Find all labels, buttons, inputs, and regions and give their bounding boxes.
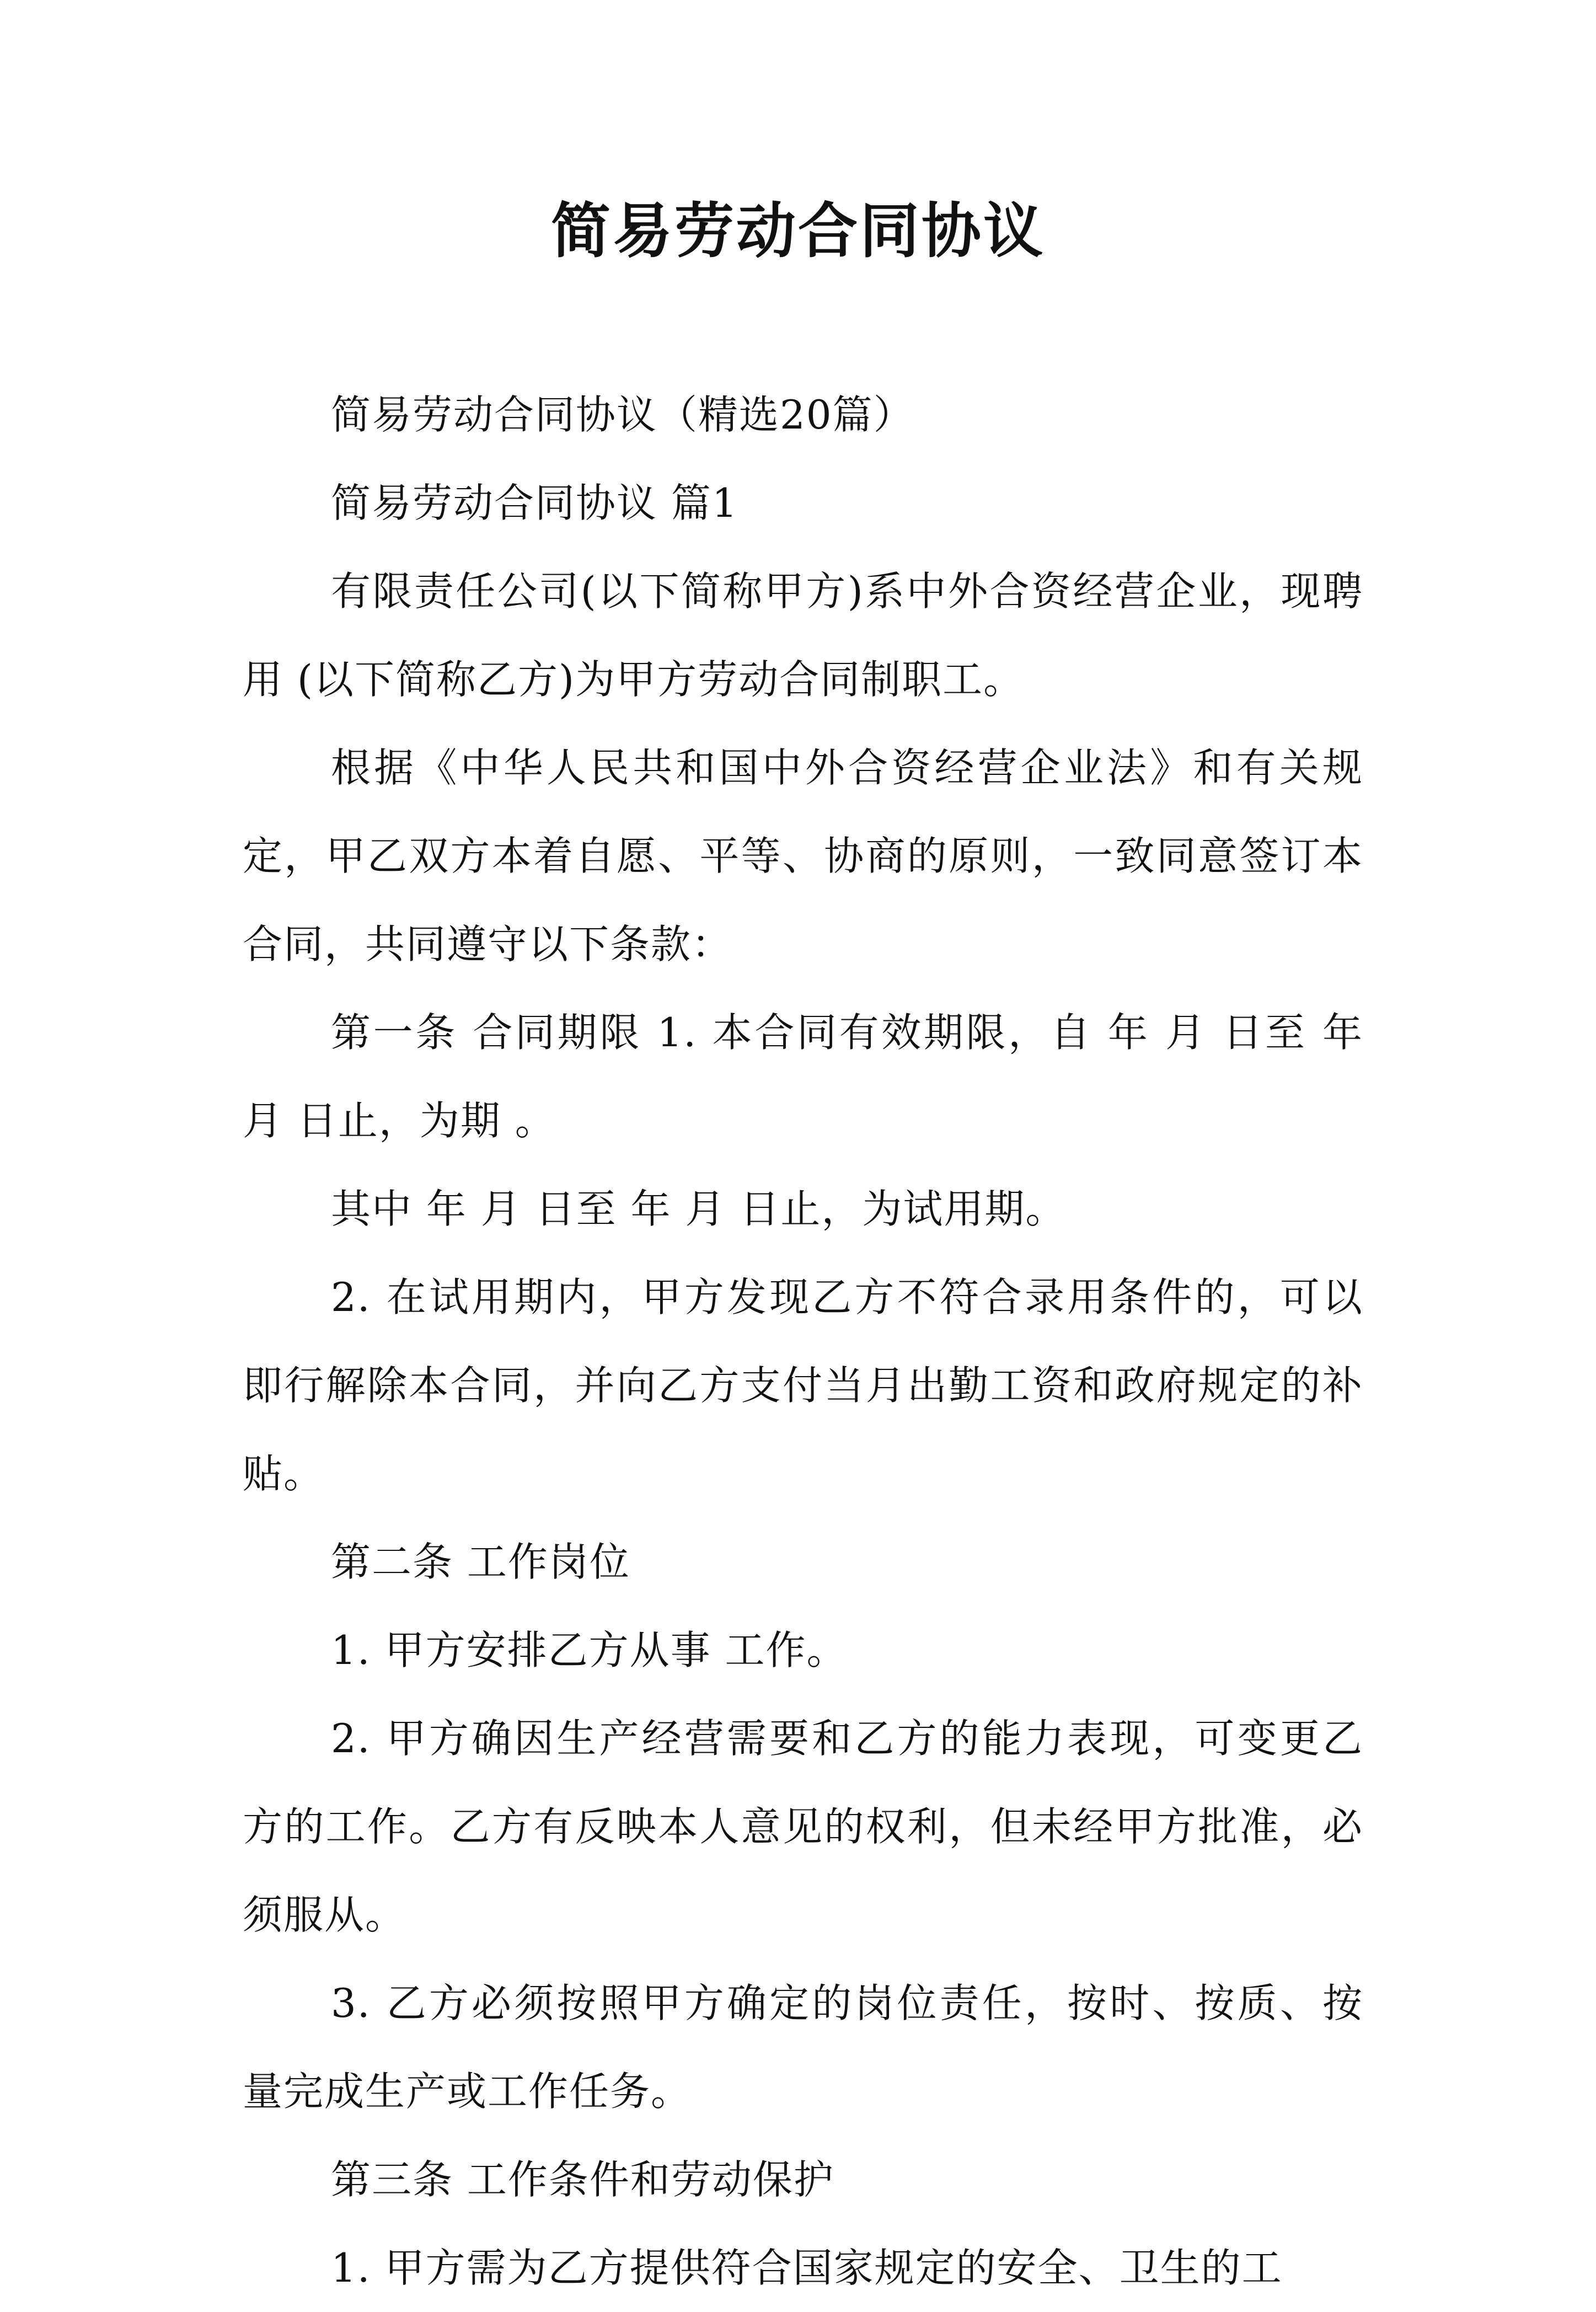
paragraph-work-conditions: 1. 甲方需为乙方提供符合国家规定的安全、卫生的工 xyxy=(331,2245,1283,2291)
paragraph-probation-termination: 2. 在试用期内，甲方发现乙方不符合录用条件的，可以即行解除本合同，并向乙方支付当月出勤工资和政府规定的补贴。 xyxy=(243,1274,1363,1497)
paragraph-clause-2-heading: 第二条 工作岗位 xyxy=(331,1539,630,1585)
paragraph-probation-period: 其中 年 月 日至 年 月 日止，为试用期。 xyxy=(331,1186,1067,1232)
paragraph-clause-3-heading: 第三条 工作条件和劳动保护 xyxy=(331,2156,834,2203)
paragraph-clause-1-term: 第一条 合同期限 1. 本合同有效期限，自 年 月 日至 年 月 日止，为期 。 xyxy=(243,1009,1377,1144)
paragraph-legal-basis: 根据《中华人民共和国中外合资经营企业法》和有关规定，甲乙双方本着自愿、平等、协商的原则，一致同意签订本合同，共同遵守以下条款： xyxy=(243,745,1363,967)
paragraph-article-heading: 简易劳动合同协议 篇1 xyxy=(331,480,738,526)
paragraph-parties: 有限责任公司(以下简称甲方)系中外合资经营企业，现聘用 (以下简称乙方)为甲方劳动合同制职工。 xyxy=(243,568,1363,703)
paragraph-job-change: 2. 甲方确因生产经营需要和乙方的能力表现，可变更乙方的工作。乙方有反映本人意见的权利，但未经甲方批准，必须服从。 xyxy=(243,1715,1363,1938)
document-body xyxy=(243,371,1377,2312)
paragraph-job-assignment: 1. 甲方安排乙方从事 工作。 xyxy=(331,1627,848,1673)
paragraph-job-duties: 3. 乙方必须按照甲方确定的岗位责任，按时、按质、按量完成生产或工作任务。 xyxy=(243,1980,1363,2115)
document-title: 简易劳动合同协议 xyxy=(550,197,1045,266)
paragraph-collection-heading: 简易劳动合同协议（精选20篇） xyxy=(331,392,914,438)
